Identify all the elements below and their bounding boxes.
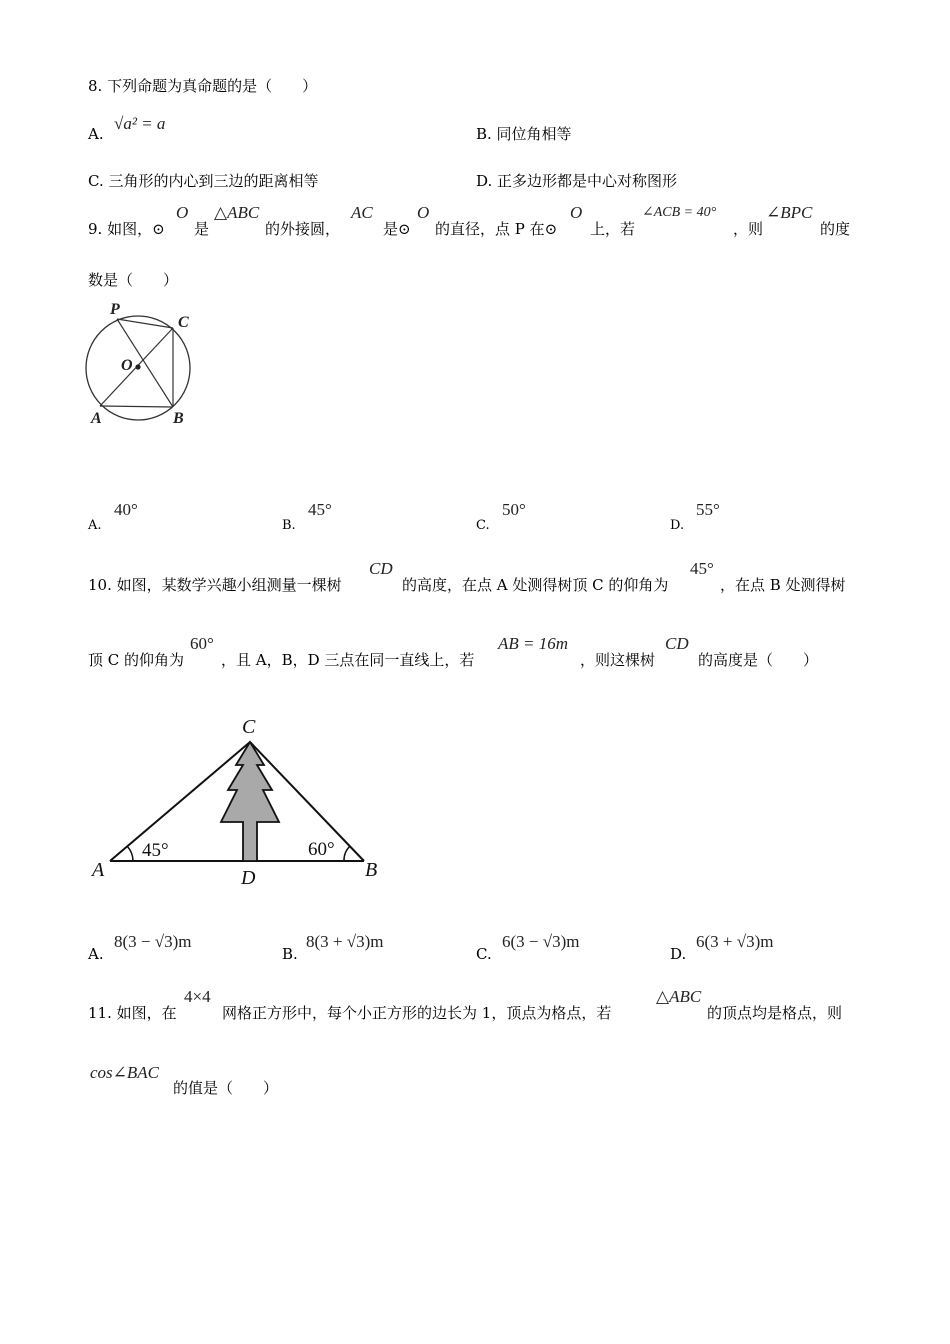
q9-circle-figure bbox=[84, 296, 204, 430]
q9-option-a-value: 40° bbox=[114, 500, 138, 519]
q9-option-b-value: 45° bbox=[308, 500, 332, 519]
label-c: C bbox=[242, 716, 256, 738]
q8-stem: 8. 下列命题为真命题的是（ ） bbox=[88, 77, 318, 95]
q8-option-d: D. 正多边形都是中心对称图形 bbox=[476, 172, 678, 190]
q10-math-60: 60° bbox=[190, 634, 214, 653]
line-ac bbox=[110, 742, 250, 861]
q11-stem-part2: 网格正方形中，每个小正方形的边长为 1，顶点为格点，若 bbox=[222, 1004, 612, 1022]
q9-math-ac: AC bbox=[351, 203, 373, 222]
q9-stem-part2: 是 bbox=[194, 220, 210, 238]
q10-stem-part4: 顶 C 的仰角为 bbox=[88, 651, 185, 669]
q10-math-cd2: CD bbox=[665, 634, 689, 653]
q9-math-angle-bpc: ∠BPC bbox=[766, 203, 813, 222]
q9-option-a-label: A. bbox=[88, 518, 102, 533]
q11-stem-part4: 的值是（ ） bbox=[173, 1079, 279, 1097]
label-d: D bbox=[241, 867, 256, 889]
label-p: P bbox=[110, 301, 120, 318]
q9-stem-part4: 是⊙ bbox=[383, 220, 411, 238]
q9-stem-line2: 数是（ ） bbox=[88, 271, 179, 289]
q10-math-cd1: CD bbox=[369, 559, 393, 578]
q10-math-45: 45° bbox=[690, 559, 714, 578]
q10-option-a-label: A. bbox=[88, 945, 104, 963]
q10-option-c-label: C. bbox=[476, 945, 492, 963]
q8-option-a-label: A. bbox=[88, 125, 104, 143]
angle-label-a: 45° bbox=[142, 840, 169, 861]
q9-stem-part5: 的直径，点 P 在⊙ bbox=[435, 220, 558, 238]
q11-math-cos: cos∠BAC bbox=[90, 1063, 160, 1082]
q10-stem-part3: ，在点 B 处测得树 bbox=[720, 576, 846, 594]
q11-math-grid: 4×4 bbox=[184, 987, 211, 1006]
q10-stem-part6: ，则这棵树 bbox=[580, 651, 656, 669]
q10-option-b-value: 8(3 + √3)m bbox=[306, 932, 384, 951]
q9-option-d-value: 55° bbox=[696, 500, 720, 519]
angle-arc-b bbox=[344, 846, 350, 861]
q9-math-o3: O bbox=[570, 203, 583, 222]
q9-math-angle-acb: ∠ACB = 40° bbox=[642, 205, 717, 220]
segment-ab bbox=[100, 406, 173, 407]
q10-option-c-value: 6(3 − √3)m bbox=[502, 932, 580, 951]
q9-option-d-label: D. bbox=[670, 518, 685, 533]
q9-stem-part6: 上，若 bbox=[590, 220, 636, 238]
q11-stem-part1: 11. 如图，在 bbox=[88, 1004, 177, 1022]
q9-math-o1: O bbox=[176, 203, 189, 222]
label-o: O bbox=[121, 357, 133, 374]
q10-option-a-value: 8(3 − √3)m bbox=[114, 932, 192, 951]
label-c: C bbox=[178, 314, 189, 331]
q10-tree-figure bbox=[86, 710, 396, 892]
q9-option-c-label: C. bbox=[476, 518, 490, 533]
q10-option-d-label: D. bbox=[670, 945, 687, 963]
q9-math-triangle: △ABC bbox=[214, 203, 260, 222]
q9-stem-part8: 的度 bbox=[820, 220, 851, 238]
q9-stem-part1: 9. 如图，⊙ bbox=[88, 220, 165, 238]
q10-stem-part7: 的高度是（ ） bbox=[698, 651, 819, 669]
center-point bbox=[135, 364, 140, 369]
q9-stem-part7: ，则 bbox=[733, 220, 764, 238]
label-a: A bbox=[91, 410, 102, 427]
label-b: B bbox=[365, 859, 378, 881]
q8-option-c: C. 三角形的内心到三边的距离相等 bbox=[88, 172, 319, 190]
q10-stem-part1: 10. 如图，某数学兴趣小组测量一棵树 bbox=[88, 576, 342, 594]
q8-option-a-formula: √a² = a bbox=[114, 114, 166, 133]
q10-stem-part5: ，且 A，B，D 三点在同一直线上，若 bbox=[221, 651, 475, 669]
q9-option-c-value: 50° bbox=[502, 500, 526, 519]
q11-stem-part3: 的顶点均是格点，则 bbox=[707, 1004, 843, 1022]
q10-stem-part2: 的高度，在点 A 处测得树顶 C 的仰角为 bbox=[402, 576, 669, 594]
label-b: B bbox=[173, 410, 184, 427]
q8-option-b: B. 同位角相等 bbox=[476, 125, 572, 143]
angle-arc-a bbox=[127, 846, 133, 861]
q9-stem-part3: 的外接圆， bbox=[265, 220, 341, 238]
label-a: A bbox=[92, 859, 105, 881]
q11-math-triangle: △ABC bbox=[656, 987, 702, 1006]
q9-math-o2: O bbox=[417, 203, 430, 222]
q9-option-b-label: B. bbox=[282, 518, 296, 533]
q10-option-b-label: B. bbox=[282, 945, 298, 963]
q10-option-d-value: 6(3 + √3)m bbox=[696, 932, 774, 951]
angle-label-b: 60° bbox=[308, 839, 335, 860]
q10-math-ab: AB = 16m bbox=[498, 634, 569, 653]
